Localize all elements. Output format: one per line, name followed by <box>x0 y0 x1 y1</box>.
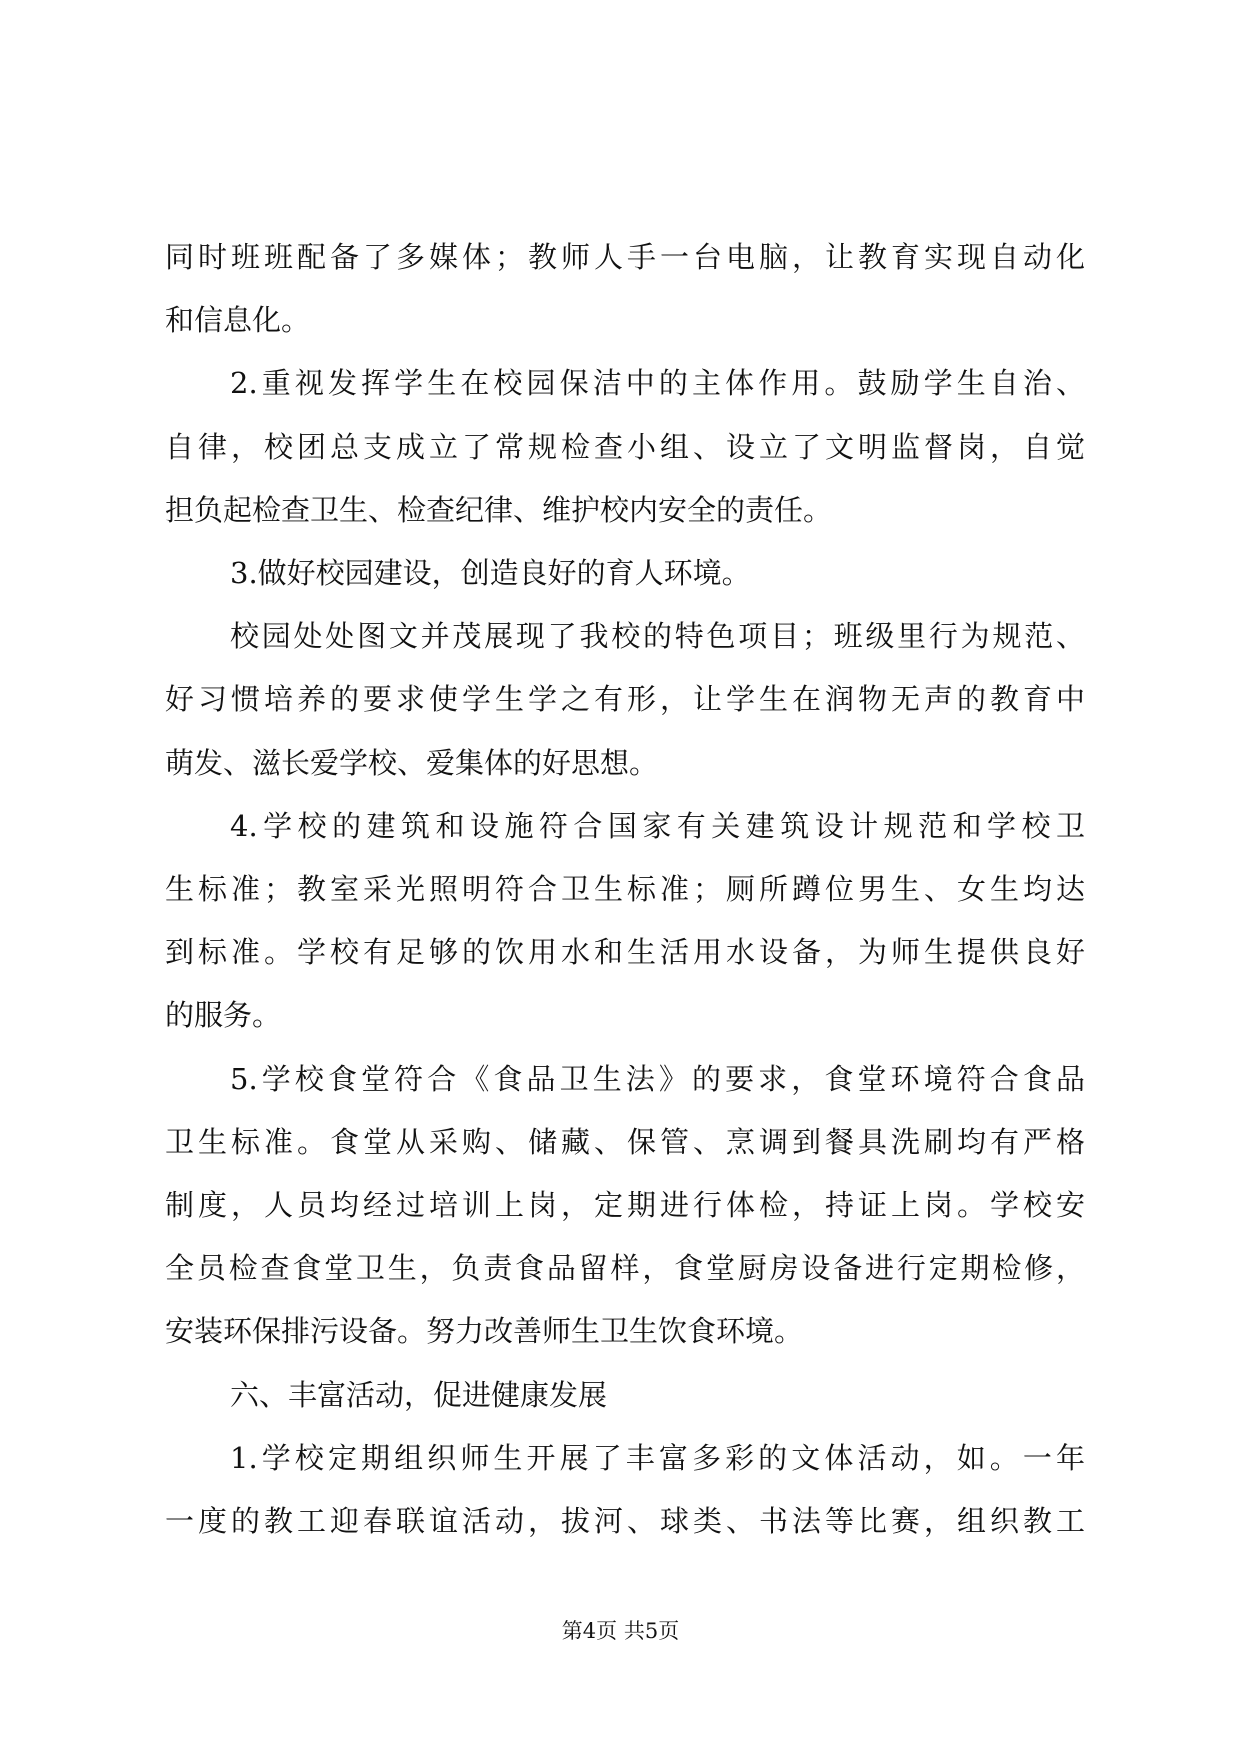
text-line: 安装环保排污设备。努力改善师生卫生饮食环境。 <box>165 1314 804 1349</box>
text-line: 制度，人员均经过培训上岗，定期进行体检，持证上岗。学校安 <box>165 1188 1085 1222</box>
page-footer: 第4页 共5页 <box>561 1619 680 1643</box>
text-line: 自律，校团总支成立了常规检查小组、设立了文明监督岗，自觉 <box>165 429 1085 464</box>
text-line: 同时班班配备了多媒体；教师人手一台电脑，让教育实现自动化 <box>165 240 1085 274</box>
text-line: 卫生标准。食堂从采购、储藏、保管、烹调到餐具洗刷均有严格 <box>165 1124 1085 1159</box>
text-line: 到标准。学校有足够的饮用水和生活用水设备，为师生提供良好 <box>165 935 1085 970</box>
text-line: 六、丰富活动，促进健康发展 <box>230 1377 608 1412</box>
text-line: 校园处处图文并茂展现了我校的特色项目；班级里行为规范、 <box>230 619 1085 654</box>
text-line: 4.学校的建筑和设施符合国家有关建筑设计规范和学校卫 <box>230 808 1085 843</box>
text-line: 萌发、滋长爱学校、爱集体的好思想。 <box>165 745 659 780</box>
text-line: 和信息化。 <box>165 303 311 338</box>
text-line: 的服务。 <box>165 998 282 1033</box>
text-line: 好习惯培养的要求使学生学之有形，让学生在润物无声的教育中 <box>165 682 1085 717</box>
text-line: 3.做好校园建设，创造良好的育人环境。 <box>230 556 751 590</box>
text-line: 1.学校定期组织师生开展了丰富多彩的文体活动，如。一年 <box>230 1440 1085 1475</box>
text-line: 担负起检查卫生、检查纪律、维护校内安全的责任。 <box>165 492 833 527</box>
text-line: 一度的教工迎春联谊活动，拔河、球类、书法等比赛，组织教工 <box>165 1504 1085 1538</box>
text-line: 2.重视发挥学生在校园保洁中的主体作用。鼓励学生自治、 <box>230 366 1085 401</box>
text-line: 5.学校食堂符合《食品卫生法》的要求，食堂环境符合食品 <box>230 1061 1085 1096</box>
text-line: 全员检查食堂卫生，负责食品留样，食堂厨房设备进行定期检修， <box>165 1251 1085 1286</box>
text-line: 生标准；教室采光照明符合卫生标准；厕所蹲位男生、女生均达 <box>165 872 1085 906</box>
